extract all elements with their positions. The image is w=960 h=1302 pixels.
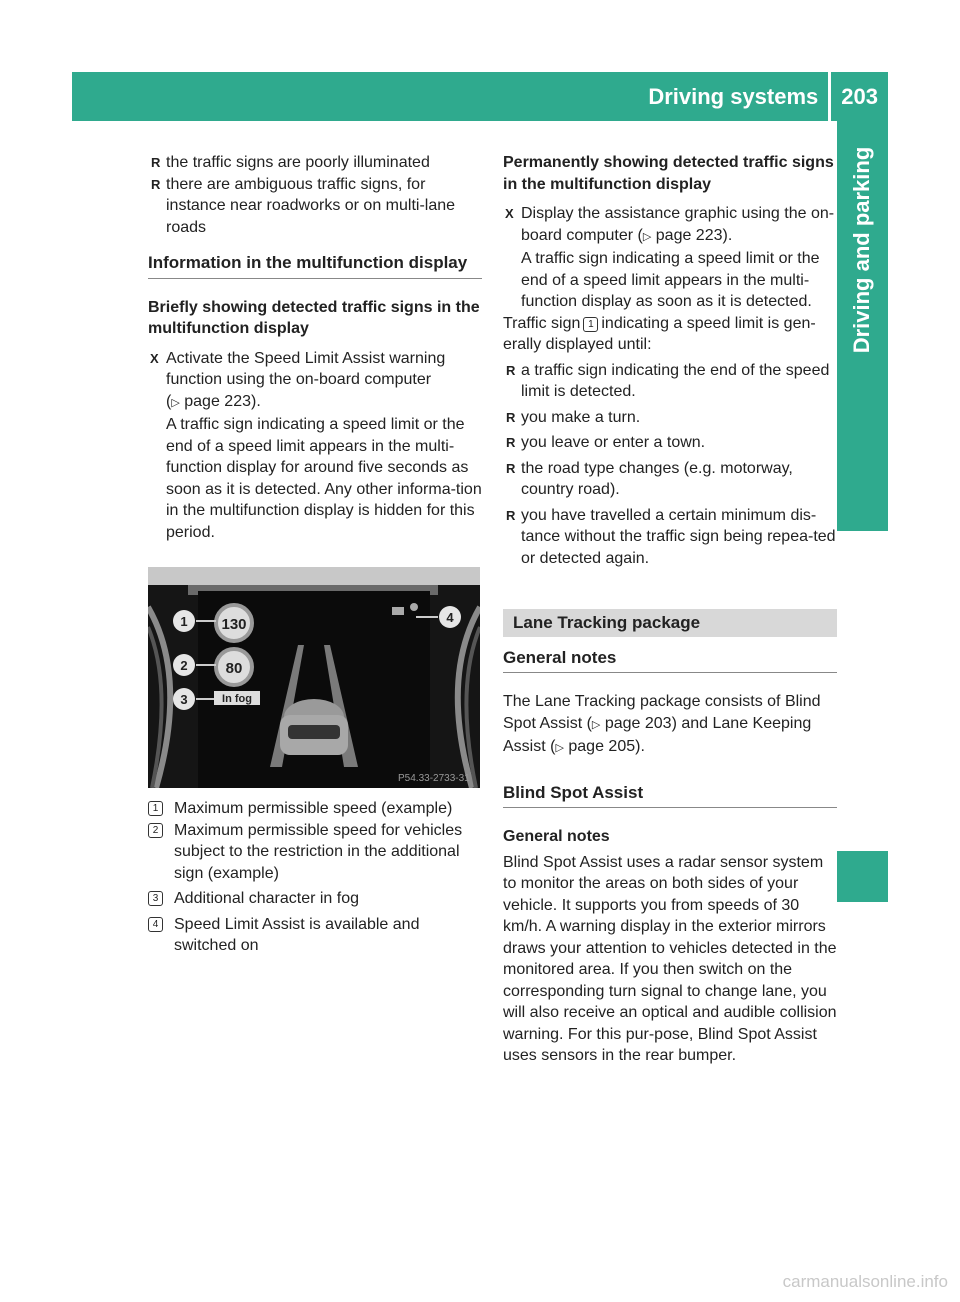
list-item: R the traffic signs are poorly illuminated <box>148 152 482 174</box>
callout-number: 1 <box>148 801 163 816</box>
section-band-heading: Lane Tracking package <box>503 609 837 637</box>
side-tab-marker <box>837 851 888 902</box>
callout-item <box>148 798 482 820</box>
display-figure <box>148 567 480 788</box>
sub-heading: Briefly showing detected traffic signs in the multifunction display <box>148 298 480 337</box>
paragraph-text: The Lane Tracking package consists of Blind Spot Assist ( <box>503 693 821 732</box>
callout-marker-label: 4 <box>446 610 454 625</box>
callout-marker-label: 3 <box>180 692 188 707</box>
page-ref-link[interactable]: page 203) and Lane Keeping Assist ( <box>503 714 812 755</box>
page-ref-link[interactable]: page 223). <box>655 226 733 244</box>
page-ref-icon: ▷ <box>171 396 180 409</box>
action-result: A traffic sign indicating a speed limit or the end of a speed limit appears in the multi-function display for around five seconds as soon as it is detected. Any other informa-tion in the multifunction display is hidden for this period. <box>166 416 482 541</box>
left-column <box>148 152 482 957</box>
callout-marker-label: 2 <box>180 658 188 673</box>
callout-item <box>148 820 482 885</box>
paragraph <box>503 313 837 356</box>
section-heading: Blind Spot Assist <box>503 782 837 809</box>
action-text: Display the assistance graphic using the on-board computer ( <box>521 205 835 244</box>
list-item: R the road type changes (e.g. motorway, country road). <box>503 458 837 501</box>
instrument-cluster-illustration <box>148 567 480 788</box>
list-item: R you leave or enter a town. <box>503 432 837 454</box>
right-column <box>503 152 837 1067</box>
paragraph <box>503 691 837 760</box>
callout-item <box>148 888 482 910</box>
side-tab-label: Driving and parking <box>849 146 874 354</box>
list-item: R you have travelled a certain minimum dis-tance without the traffic sign being repea-ted or detected again. <box>503 505 837 570</box>
paragraph: Blind Spot Assist uses a radar sensor system to monitor the areas on both sides of your vehicle. It supports you from speeds of 30 km/h. A warning display in the exterior mirrors draws your attention to vehicles detected in the monitored area. If you then switch on the corresponding turn signal to change lane, you will also receive an optical and audible collision warning. For this pur-pose, Blind Spot Assist uses sensors in the rear bumper. <box>503 853 837 1064</box>
callout-marker-label: 1 <box>180 614 188 629</box>
sign-80-label: 80 <box>225 660 243 677</box>
list-item: R you make a turn. <box>503 407 837 429</box>
section-heading: Information in the multifunction display <box>148 252 482 279</box>
list-item: R there are ambiguous traffic signs, for instance near roadworks or on multi-lane roads <box>148 174 482 239</box>
callout-number: 3 <box>148 891 163 906</box>
callout-item <box>148 914 482 957</box>
page-number: 203 <box>841 83 878 109</box>
sub-heading: General notes <box>503 828 610 845</box>
action-step: X Activate the Speed Limit Assist warning function using the on-board computer (▷ page 223). A traffic sign indicating a speed limit or the end of a speed limit appears in the multi-function display for around five seconds as soon as it is detected. Any other informa-tion in the multifunction display is hidden for this period. <box>148 348 482 544</box>
callout-text: Additional character in fog <box>174 890 359 907</box>
page-header <box>72 72 888 121</box>
callout-number: 4 <box>148 917 163 932</box>
sign-130-label: 130 <box>221 616 247 633</box>
section-heading: General notes <box>503 647 837 674</box>
callout-number: 2 <box>148 823 163 838</box>
callout-text: Maximum permissible speed (example) <box>174 800 453 817</box>
inline-callout: 1 <box>583 317 598 332</box>
footer-watermark: carmanualsonline.info <box>782 1272 948 1291</box>
action-step <box>503 203 837 313</box>
speed-limit-assist-icon <box>392 607 404 615</box>
callout-text: Maximum permissible speed for vehicles subject to the restriction in the additional sign (example) <box>174 821 463 882</box>
page-ref-icon: ▷ <box>555 742 564 754</box>
in-fog-label: In fog <box>222 693 252 705</box>
callout-text: Speed Limit Assist is available and switched on <box>174 915 420 954</box>
list-item: R a traffic sign indicating the end of the speed limit is detected. <box>503 360 837 403</box>
action-result: A traffic sign indicating a speed limit or the end of a speed limit appears in the multi-function display as soon as it is detected. <box>521 250 820 310</box>
page-ref-icon: ▷ <box>642 230 652 243</box>
paragraph-text: indicating a speed limit is gen-erally displayed until: <box>503 314 816 353</box>
sub-heading: Permanently showing detected traffic signs in the multifunction display <box>503 154 834 193</box>
paragraph-text: Traffic sign <box>503 314 581 332</box>
action-text: Activate the Speed Limit Assist warning function using the on-board computer <box>166 349 446 388</box>
page-ref-icon: ▷ <box>591 718 601 731</box>
figure-code: P54.33-2733-31 <box>398 773 470 784</box>
page-ref-link[interactable]: page 223). <box>184 392 261 410</box>
header-title: Driving systems <box>648 83 819 109</box>
page-ref-link[interactable]: page 205). <box>568 738 645 755</box>
